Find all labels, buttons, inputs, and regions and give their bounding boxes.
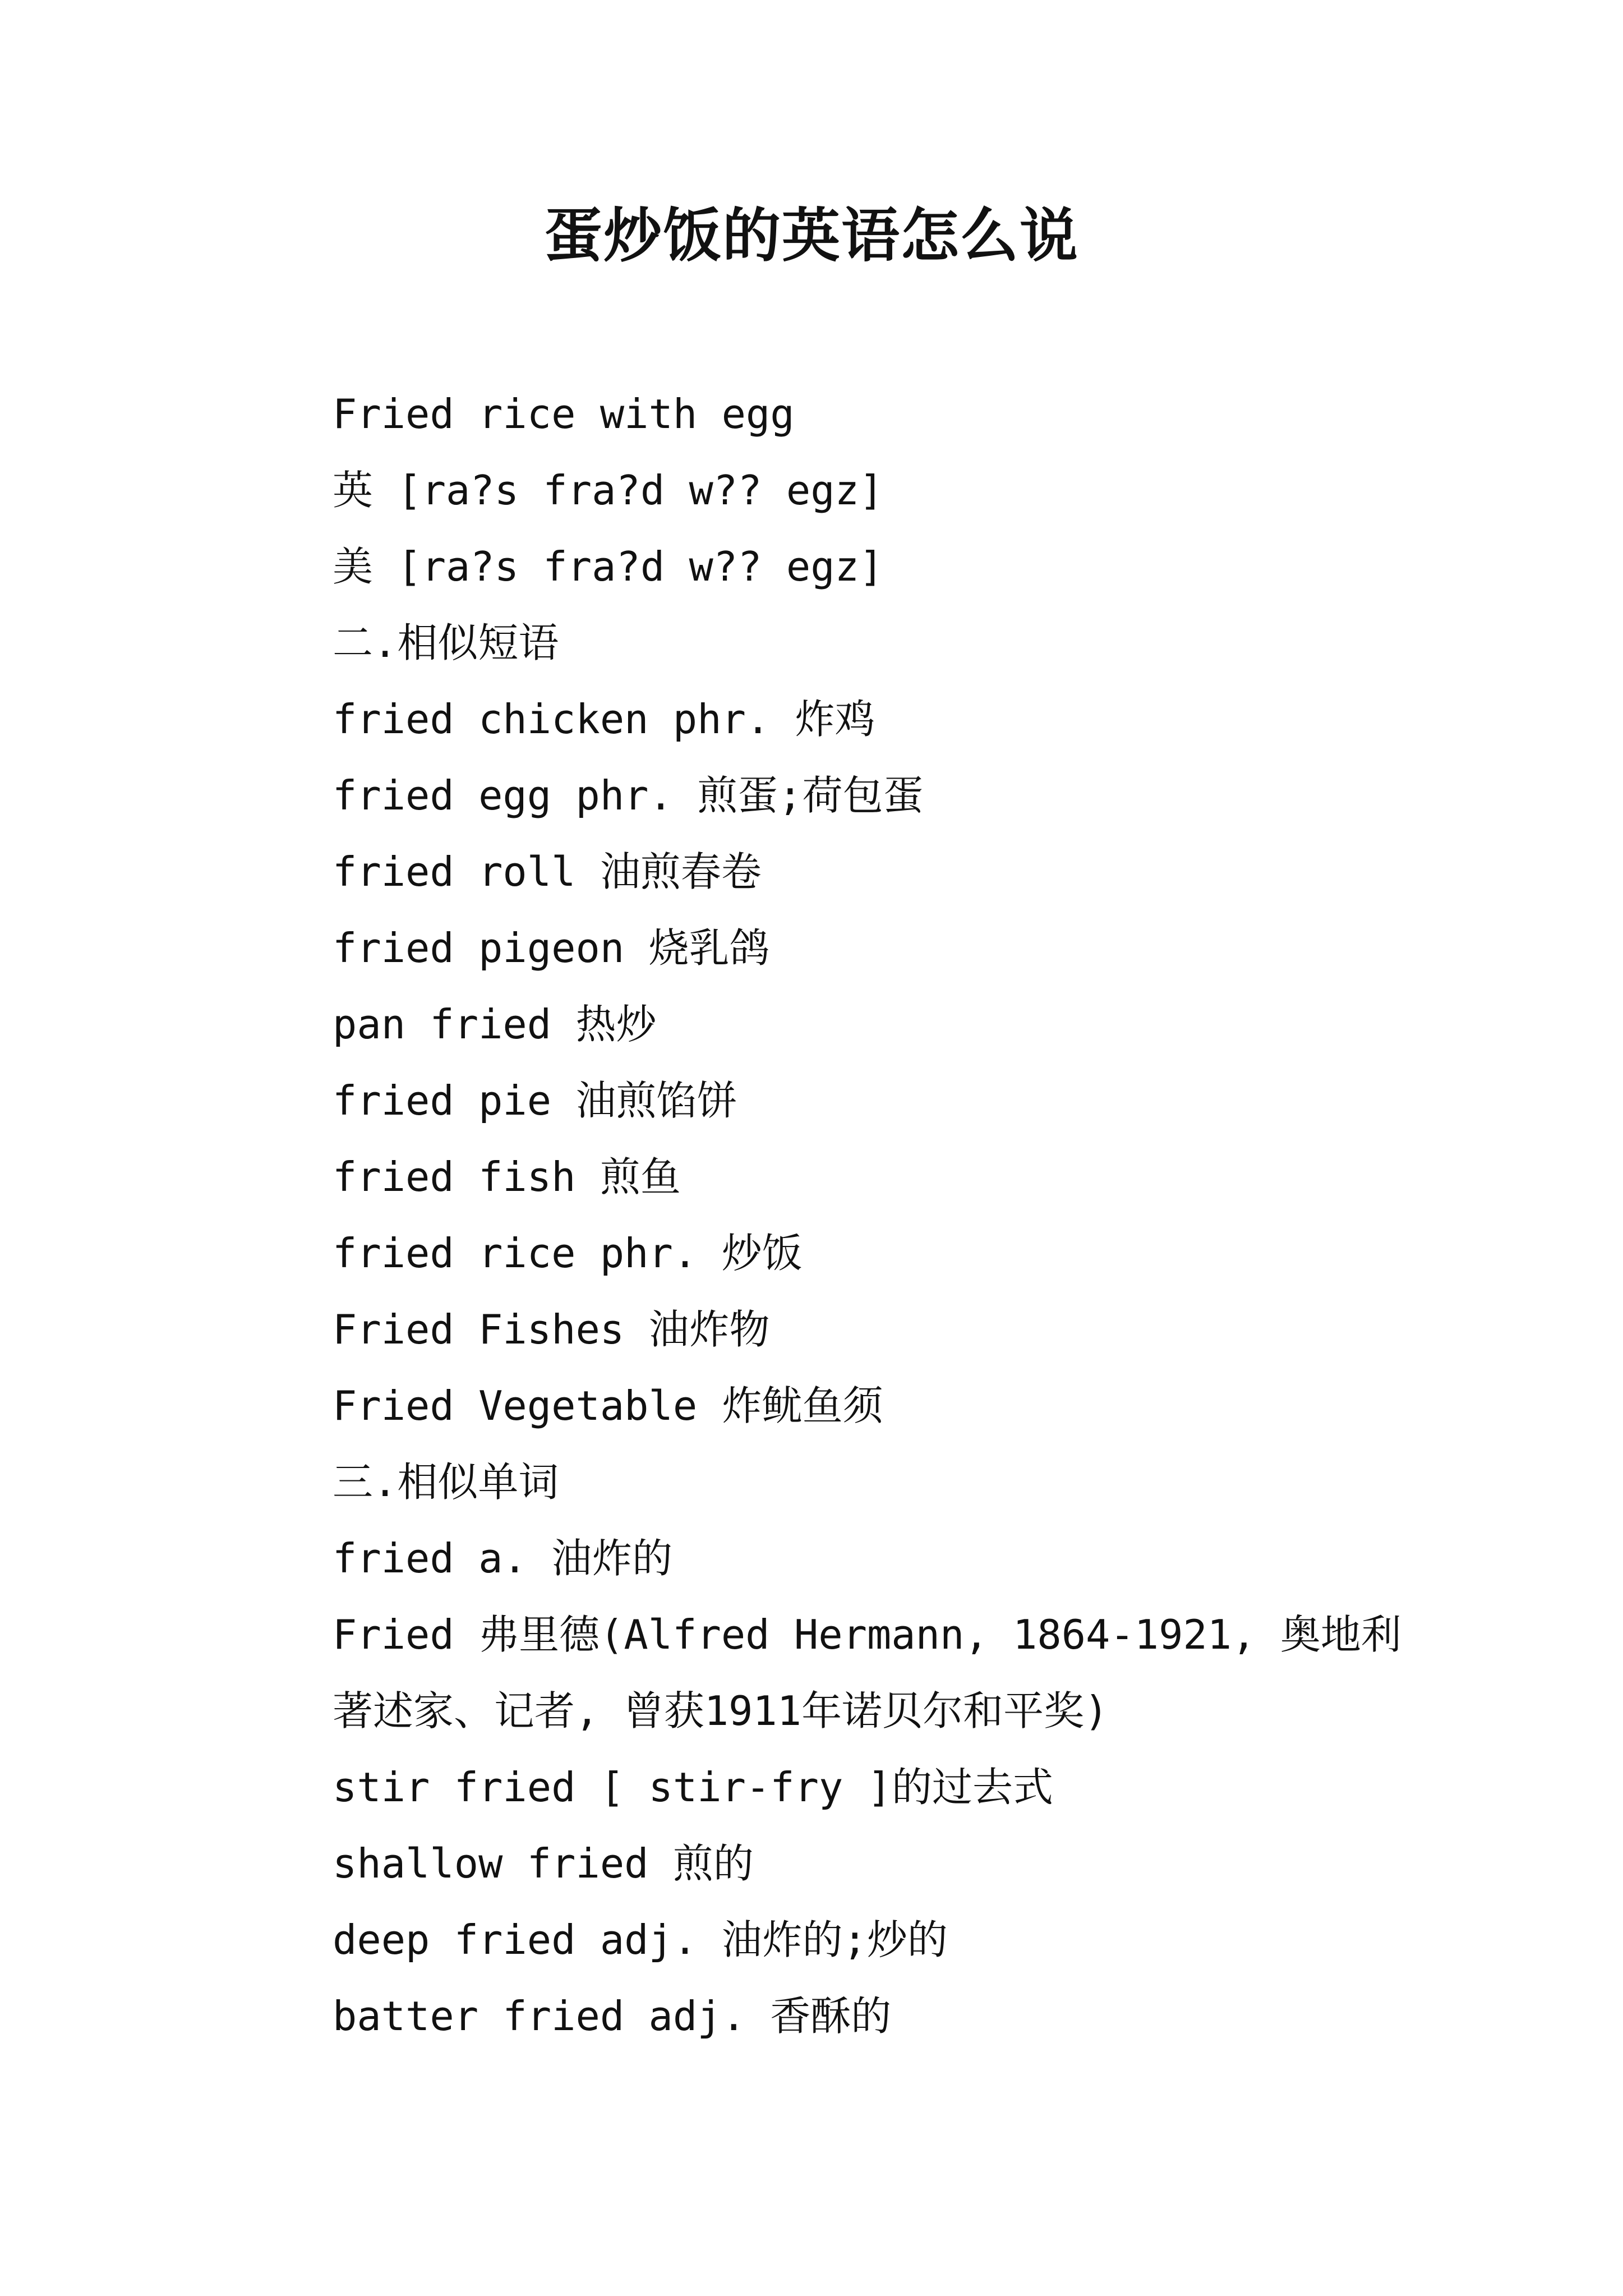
phrase-item: Fried Vegetable 炸鱿鱼须 bbox=[333, 1382, 883, 1429]
phrase-item: pan fried 热炒 bbox=[333, 1001, 657, 1048]
document-body bbox=[250, 376, 1405, 2054]
phrase-item: fried pigeon 烧乳鸽 bbox=[333, 924, 770, 972]
phrase-item: Fried Fishes 油炸物 bbox=[333, 1306, 770, 1353]
phrase-item: fried chicken phr. 炸鸡 bbox=[333, 696, 875, 743]
phrase-item: fried fish 煎鱼 bbox=[333, 1153, 681, 1200]
us-pronunciation: 美 [ra?s fra?d w?? egz] bbox=[333, 543, 884, 590]
word-item: deep fried adj. 油炸的;炒的 bbox=[333, 1916, 948, 1963]
section-heading-similar-phrases: 二.相似短语 bbox=[333, 619, 559, 666]
english-phrase: Fried rice with egg bbox=[333, 390, 795, 438]
phrase-item: fried egg phr. 煎蛋;荷包蛋 bbox=[333, 772, 924, 819]
word-item-fried-name: Fried 弗里德(Alfred Hermann, 1864-1921, 奥地利著述家、记者, 曾获1911年诺贝尔和平奖) bbox=[333, 1611, 1401, 1734]
document-title: 蛋炒饭的英语怎么说 bbox=[543, 201, 1079, 270]
phrase-item: fried pie 油煎馅饼 bbox=[333, 1077, 737, 1124]
word-item: shallow fried 煎的 bbox=[333, 1840, 754, 1887]
word-item: batter fried adj. 香酥的 bbox=[333, 1993, 892, 2040]
uk-pronunciation: 英 [ra?s fra?d w?? egz] bbox=[333, 467, 884, 514]
section-heading-similar-words: 三.相似单词 bbox=[333, 1458, 559, 1506]
word-item: stir fried [ stir-fry ]的过去式 bbox=[333, 1764, 1053, 1811]
phrase-item: fried roll 油煎春卷 bbox=[333, 848, 762, 895]
phrase-item: fried rice phr. 炒饭 bbox=[333, 1230, 803, 1277]
word-item: fried a. 油炸的 bbox=[333, 1535, 673, 1582]
